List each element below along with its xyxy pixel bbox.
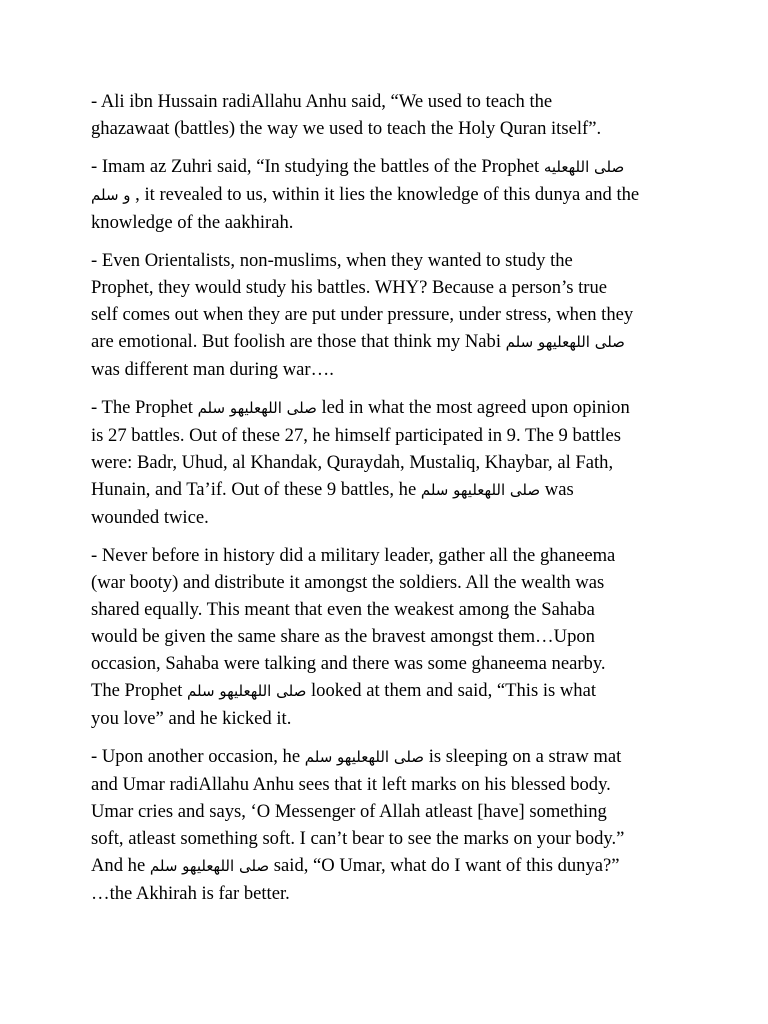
paragraph xyxy=(91,394,691,531)
text-line: occasion, Sahaba were talking and there was some ghaneema nearby. xyxy=(91,653,606,674)
text-segment: - Imam az Zuhri said, “In studying the battles of the Prophet xyxy=(91,156,544,177)
text-line xyxy=(91,476,691,504)
text-line: was different man during war…. xyxy=(91,359,334,380)
text-segment: The Prophet xyxy=(91,680,188,701)
paragraph xyxy=(91,542,691,732)
text-segment: was xyxy=(540,479,574,500)
arabic-salutation: و سلم xyxy=(91,186,131,204)
text-line: Prophet, they would study his battles. WHY? Because a person’s true xyxy=(91,277,608,298)
text-segment: looked at them and said, “This is what xyxy=(306,680,597,701)
text-line: would be given the same share as the bravest amongst them…Upon xyxy=(91,626,595,647)
text-line: were: Badr, Uhud, al Khandak, Quraydah, Mustaliq, Khaybar, al Fath, xyxy=(91,452,614,473)
text-line: and Umar radiAllahu Anhu sees that it left marks on his blessed body. xyxy=(91,774,611,795)
text-line: soft, atleast something soft. I can’t bear to see the marks on your body.” xyxy=(91,828,625,849)
text-line xyxy=(91,181,691,209)
arabic-salutation: صلى اللهعليهو سلم xyxy=(505,333,625,351)
text-segment: are emotional. But foolish are those that think my Nabi xyxy=(91,331,506,352)
text-line: self comes out when they are put under pressure, under stress, when they xyxy=(91,304,634,325)
arabic-salutation: صلى اللهعليهو سلم xyxy=(304,748,425,766)
text-line: - Never before in history did a military leader, gather all the ghaneema xyxy=(91,545,616,566)
text-line xyxy=(91,394,691,422)
text-line: - Ali ibn Hussain radiAllahu Anhu said, “We used to teach the xyxy=(91,91,553,112)
arabic-salutation: صلى اللهعليه xyxy=(543,158,625,176)
document-body xyxy=(91,88,691,907)
text-line xyxy=(91,328,691,356)
text-segment: , it revealed to us, within it lies the knowledge of this dunya and the xyxy=(130,184,640,205)
text-segment: led in what the most agreed upon opinion xyxy=(316,397,630,418)
text-line: …the Akhirah is far better. xyxy=(91,883,290,904)
text-line xyxy=(91,743,691,771)
text-segment: - The Prophet xyxy=(91,397,198,418)
text-line: shared equally. This meant that even the weakest among the Sahaba xyxy=(91,599,595,620)
text-line: knowledge of the aakhirah. xyxy=(91,212,294,233)
paragraph xyxy=(91,88,691,142)
arabic-salutation: صلى اللهعليهو سلم xyxy=(149,857,270,875)
arabic-salutation: صلى اللهعليهو سلم xyxy=(197,399,317,417)
text-segment: And he xyxy=(91,855,150,876)
text-line: ghazawaat (battles) the way we used to teach the Holy Quran itself”. xyxy=(91,118,602,139)
text-segment: - Upon another occasion, he xyxy=(91,746,305,767)
text-line: Umar cries and says, ‘O Messenger of Allah atleast [have] something xyxy=(91,801,607,822)
arabic-salutation: صلى اللهعليهو سلم xyxy=(187,682,307,700)
paragraph xyxy=(91,743,691,907)
text-segment: is sleeping on a straw mat xyxy=(424,746,622,767)
paragraph xyxy=(91,247,691,383)
document-page xyxy=(91,88,691,918)
text-line xyxy=(91,852,691,880)
paragraph xyxy=(91,153,691,236)
text-segment: Hunain, and Ta’if. Out of these 9 battles, he xyxy=(91,479,421,500)
text-line: you love” and he kicked it. xyxy=(91,708,292,729)
arabic-salutation: صلى اللهعليهو سلم xyxy=(420,481,541,499)
text-line: wounded twice. xyxy=(91,507,209,528)
text-line: is 27 battles. Out of these 27, he himself participated in 9. The 9 battles xyxy=(91,425,621,446)
text-line: (war booty) and distribute it amongst the soldiers. All the wealth was xyxy=(91,572,605,593)
text-segment: said, “O Umar, what do I want of this dunya?” xyxy=(269,855,620,876)
text-line xyxy=(91,153,691,181)
text-line: - Even Orientalists, non-muslims, when they wanted to study the xyxy=(91,250,573,271)
text-line xyxy=(91,677,691,705)
